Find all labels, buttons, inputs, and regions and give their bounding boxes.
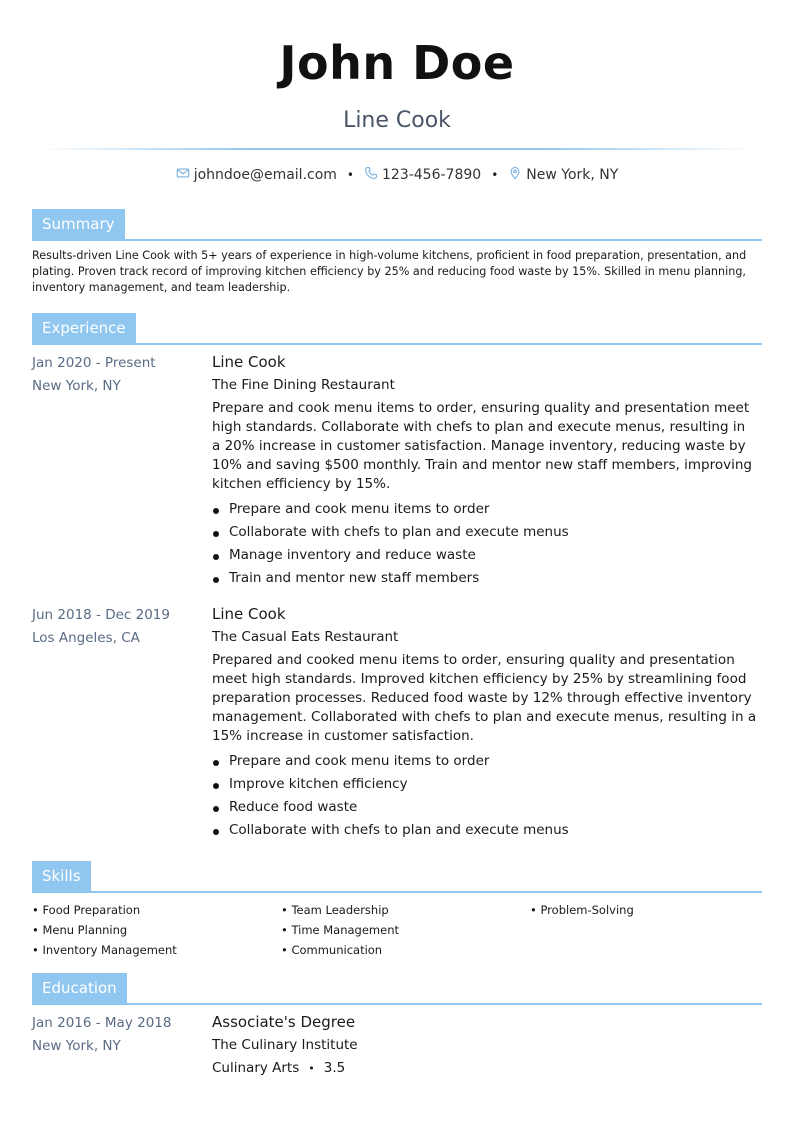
skill-item: • Team Leadership — [281, 900, 530, 920]
experience-dates: Jan 2020 - Present — [32, 355, 156, 371]
contact-separator: • — [346, 168, 354, 182]
education-meta — [32, 1012, 202, 1058]
skills-list — [32, 900, 762, 960]
education-dates: Jan 2016 - May 2018 — [32, 1015, 172, 1031]
contact-separator: • — [491, 168, 499, 182]
location-text: New York, NY — [526, 167, 619, 183]
field-of-study: Culinary Arts — [212, 1060, 300, 1076]
experience-location: New York, NY — [32, 378, 121, 394]
education-separator: • — [308, 1062, 315, 1075]
skill-item: • Time Management — [281, 920, 530, 940]
summary-section-header — [32, 209, 762, 241]
job-bullet: Train and mentor new staff members — [212, 567, 757, 590]
company-name: The Casual Eats Restaurant — [212, 629, 399, 645]
summary-heading: Summary — [32, 209, 125, 239]
job-title: Line Cook — [212, 605, 286, 623]
job-bullet: Collaborate with chefs to plan and execute menus — [212, 819, 757, 842]
candidate-name: John Doe — [279, 36, 515, 90]
skill-empty-cell — [530, 920, 762, 940]
map-pin-icon — [508, 166, 522, 184]
job-description: Prepare and cook menu items to order, ensuring quality and presentation meet high standards. Collaborate with chefs to plan and execute menus, resulting in a 20% increase in customer satisfaction. Manage inventory, reducing waste by 10% and saving $500 monthly. Train and mentor new staff members, improving kitchen efficiency by 15%. — [212, 400, 752, 492]
education-section-header — [32, 973, 762, 1005]
contact-location — [508, 166, 618, 184]
job-bullet: Manage inventory and reduce waste — [212, 544, 757, 567]
job-bullet: Prepare and cook menu items to order — [212, 498, 757, 521]
mail-icon — [176, 166, 190, 184]
skill-item: • Menu Planning — [32, 920, 281, 940]
skill-item: • Food Preparation — [32, 900, 281, 920]
skills-section-header — [32, 861, 762, 893]
phone-text: 123-456-7890 — [382, 167, 482, 183]
email-text: johndoe@email.com — [193, 167, 337, 183]
school-name: The Culinary Institute — [212, 1037, 358, 1053]
phone-icon — [364, 166, 378, 184]
experience-details — [212, 604, 757, 842]
contact-email[interactable] — [176, 166, 337, 184]
experience-details — [212, 352, 757, 590]
gpa-value: 3.5 — [323, 1060, 346, 1076]
experience-dates: Jun 2018 - Dec 2019 — [32, 607, 170, 623]
header-divider — [40, 148, 754, 150]
candidate-role: Line Cook — [343, 108, 451, 133]
degree-title: Associate's Degree — [212, 1013, 356, 1031]
experience-heading: Experience — [32, 313, 136, 343]
experience-meta — [32, 352, 202, 398]
experience-section-header — [32, 313, 762, 345]
skill-item: • Communication — [281, 940, 530, 960]
company-name: The Fine Dining Restaurant — [212, 377, 395, 393]
education-details — [212, 1012, 757, 1078]
skill-item: • Inventory Management — [32, 940, 281, 960]
experience-meta — [32, 604, 202, 650]
job-bullets — [212, 750, 757, 842]
job-bullet: Prepare and cook menu items to order — [212, 750, 757, 773]
contact-phone[interactable] — [364, 166, 481, 184]
summary-text: Results-driven Line Cook with 5+ years of experience in high-volume kitchens, proficient in food preparation, presentation, and plating. Proven track record of improving kitchen efficiency by 25% and reducing food waste by 15%. Skilled in menu planning, inventory management, and team leadership. — [32, 249, 747, 294]
education-field-gpa — [212, 1059, 757, 1078]
job-bullets — [212, 498, 757, 590]
education-heading: Education — [32, 973, 127, 1003]
job-title: Line Cook — [212, 353, 286, 371]
job-bullet: Reduce food waste — [212, 796, 757, 819]
education-location: New York, NY — [32, 1038, 121, 1054]
skill-item: • Problem-Solving — [530, 900, 762, 920]
skills-heading: Skills — [32, 861, 91, 891]
job-bullet: Collaborate with chefs to plan and execute menus — [212, 521, 757, 544]
job-bullet: Improve kitchen efficiency — [212, 773, 757, 796]
contact-line — [0, 166, 794, 184]
experience-location: Los Angeles, CA — [32, 630, 140, 646]
job-description: Prepared and cooked menu items to order, ensuring quality and presentation meet high standards. Improved kitchen efficiency by 25% by streamlining food preparation processes. Reduced food waste by 12% through effective inventory management. Collaborated with chefs to plan and execute menus, resulting in a 15% increase in customer satisfaction. — [212, 652, 757, 744]
